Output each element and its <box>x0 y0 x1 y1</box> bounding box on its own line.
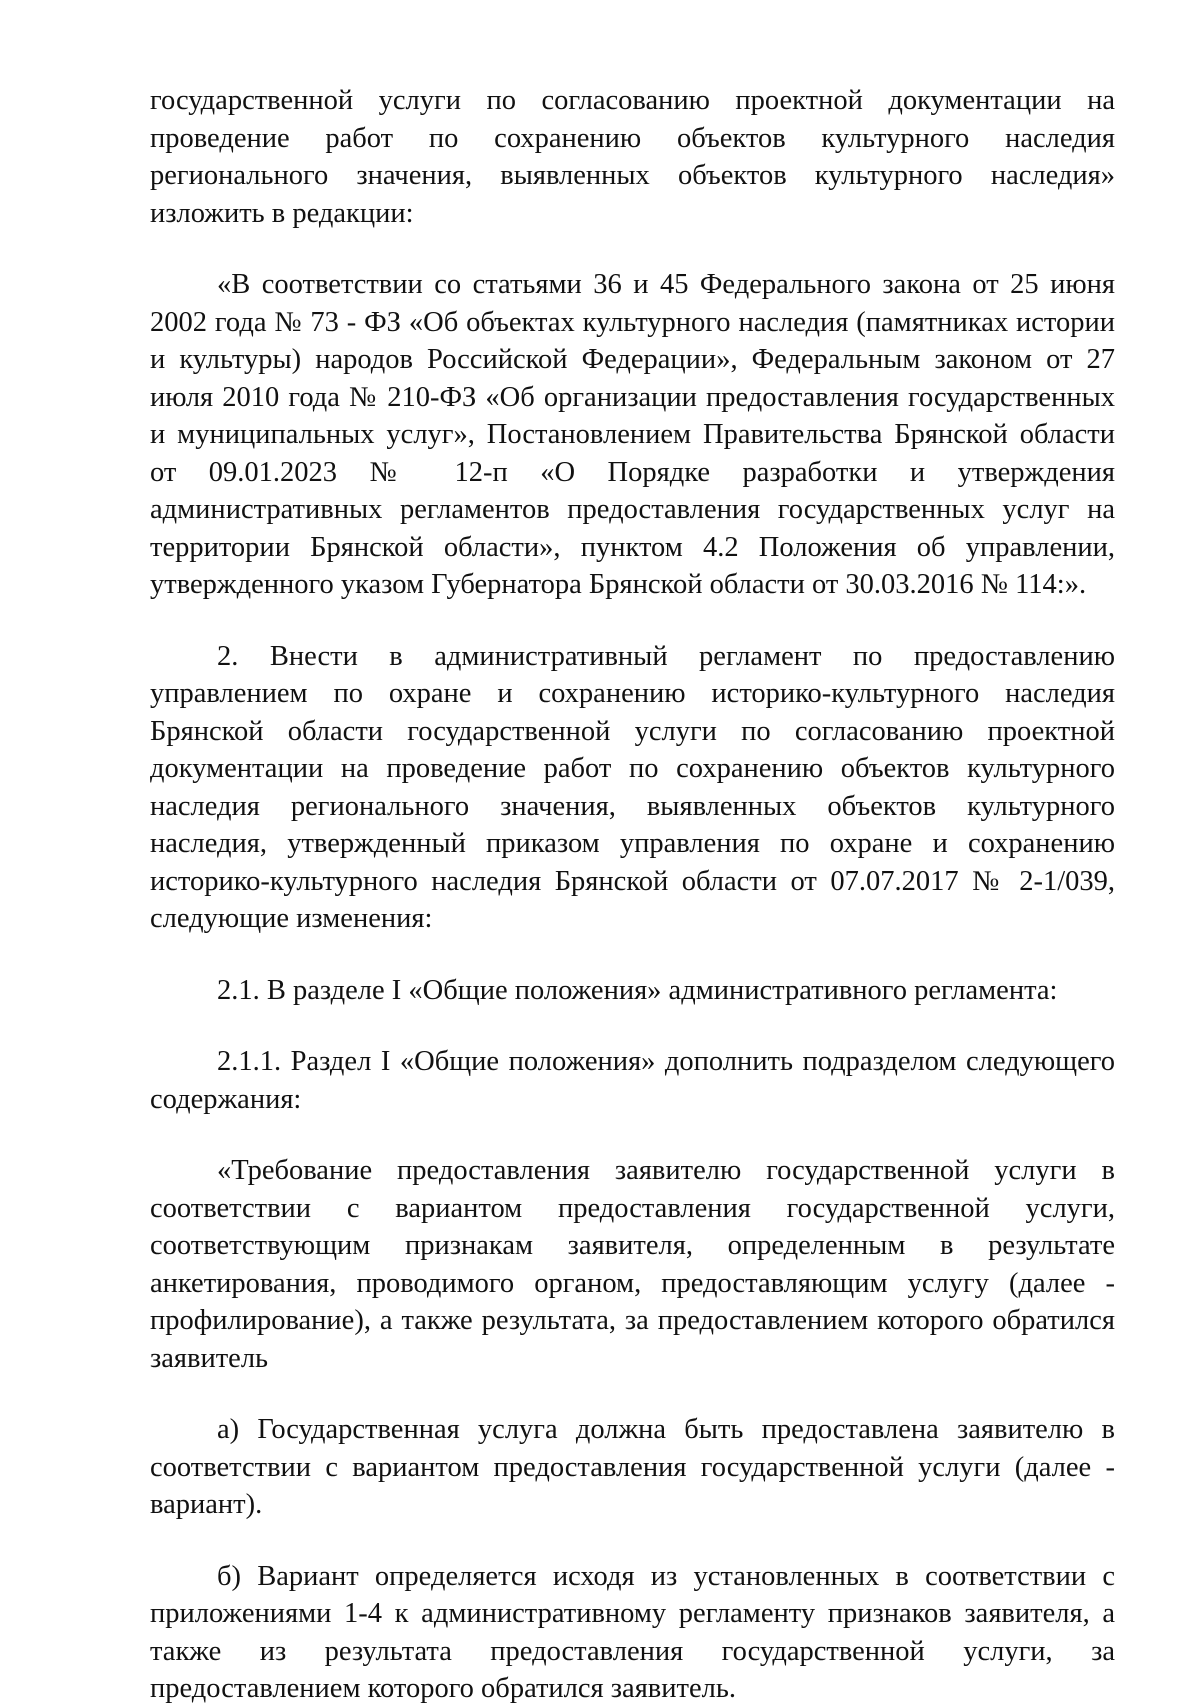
paragraph-requirement: «Требование предоставления заявителю государственной услуги в соответствии с вариантом предоставления государственной услуги, соответствующим признакам заявителя, определенным в результате анкетирования, проводимого органом, предоставляющим услугу (далее - профилирование), а также результата, за предоставлением которого обратился заявитель <box>150 1155 1115 1374</box>
paragraph-intro-continuation: государственной услуги по согласованию проектной документации на проведение работ по сохранению объектов культурного наследия регионального значения, выявленных объектов культурного наследия» изложить в редакции: <box>150 85 1115 229</box>
paragraph-item-2: 2. Внести в административный регламент по предоставлению управлением по охране и сохранению историко-культурного наследия Брянской области государственной услуги по согласованию проектной документации на проведение работ по сохранению объектов культурного наследия регионального значения, выявленных объектов культурного наследия, утвержденный приказом управления по охране и сохранению историко-культурного наследия Брянской области от 07.07.2017 № 2-1/039, следующие изменения: <box>150 640 1115 934</box>
paragraph-item-2-1: 2.1. В разделе I «Общие положения» административного регламента: <box>217 974 1058 1006</box>
paragraph-item-2-1-1: 2.1.1. Раздел I «Общие положения» дополнить подразделом следующего содержания: <box>150 1046 1115 1115</box>
document-page <box>150 82 1115 1708</box>
paragraph-subitem-b: б) Вариант определяется исходя из установленных в соответствии с приложениями 1-4 к административному регламенту признаков заявителя, а также из результата предоставления государственной услуги, за предоставлением которого обратился заявитель. <box>150 1560 1115 1704</box>
paragraph-legal-basis: «В соответствии со статьями 36 и 45 Федерального закона от 25 июня 2002 года № 73 - ФЗ «Об объектах культурного наследия (памятниках истории и культуры) народов Российской Федерации», Федеральным законом от 27 июля 2010 года № 210-ФЗ «Об организации предоставления государственных и муниципальных услуг», Постановлением Правительства Брянской области от 09.01.2023 № 12-п «О Порядке разработки и утверждения административных регламентов предоставления государственных услуг на территории Брянской области», пунктом 4.2 Положения об управлении, утвержденного указом Губернатора Брянской области от 30.03.2016 № 114:». <box>150 269 1115 600</box>
paragraph-subitem-a: а) Государственная услуга должна быть предоставлена заявителю в соответствии с вариантом предоставления государственной услуги (далее - вариант). <box>150 1414 1115 1520</box>
